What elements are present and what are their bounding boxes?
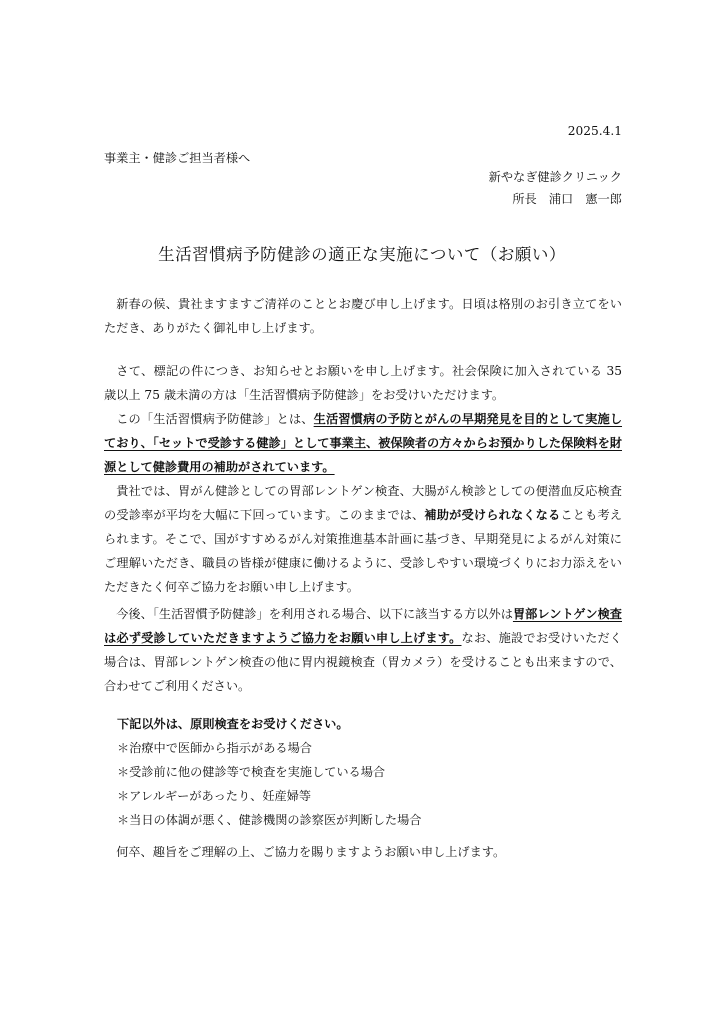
explanation-p2-plain: この「生活習慣病予防健診」とは、 [116, 412, 314, 426]
explanation-p1: さて、標記の件につき、お知らせとお願いを申し上げます。社会保険に加入されている 35 歳以上 75 歳未満の方は「生活習慣病予防健診」をお受けいただけます。 [104, 364, 622, 402]
request-emphasis: 胃部レントゲン検査は必ず受診していただきますようご協力をお願い申し上げます。 [104, 607, 622, 645]
exception-item: ＊治療中で医師から指示がある場合 [117, 741, 312, 755]
closing-line: 何卒、趣旨をご理解の上、ご協力を賜りますようお願い申し上げます。 [116, 845, 506, 859]
exceptions-list [117, 712, 421, 832]
exception-item: ＊アレルギーがあったり、妊産婦等 [117, 789, 312, 803]
sender-clinic: 新やなぎ健診クリニック [488, 170, 622, 184]
request-section [104, 602, 622, 698]
exception-item: ＊当日の体調が悪く、健診機関の診察医が判断した場合 [117, 813, 422, 827]
request-text-b: なお、施設でお受けいただく場合は、胃部レントゲン検査の他に胃内視鏡検査（胃カメラ）を受けることも出来ますので、合わせてご利用ください。 [104, 631, 622, 693]
explanation-p3-emphasis: 補助が受けられなくなる [424, 508, 561, 522]
letter-date: 2025.4.1 [567, 124, 622, 138]
explanation-p3 [104, 479, 622, 599]
addressee: 事業主・健診ご担当者様へ [104, 151, 251, 165]
explanation-section [104, 359, 622, 599]
explanation-p3-a: 貴社では、胃がん健診としての胃部レントゲン検査、大腸がん検診としての便潜血反応検査の受診率が平均を大幅に下回っています。このままでは、 [104, 484, 622, 522]
greeting-paragraph [104, 292, 622, 340]
request-paragraph [104, 602, 622, 698]
exceptions-heading: 下記以外は、原則検査をお受けください。 [117, 717, 349, 731]
explanation-p3-b: ことも考えられます。そこで、国がすすめるがん対策推進基本計画に基づき、早期発見によるがん対策にご理解いただき、職員の皆様が健康に働けるように、受診しやすい環境づくりにお力添えをいただきたく何卒ご協力をお願い申し上げます。 [104, 508, 623, 594]
explanation-p2 [104, 407, 622, 479]
greeting-text: 新春の候、貴社ますますご清祥のこととお慶び申し上げます。日頃は格別のお引き立てをいただき、ありがたく御礼申し上げます。 [104, 297, 622, 335]
explanation-p2-emphasis: 生活習慣病の予防とがんの早期発見を目的として実施しており、「セットで受診する健診」として事業主、被保険者の方々からお預かりした保険料を財源として健診費用の補助がされています。 [104, 412, 623, 474]
exception-item: ＊受診前に他の健診等で検査を実施している場合 [117, 765, 386, 779]
sender-name: 所長 浦口 憲一郎 [512, 192, 622, 206]
letter-title: 生活習慣病予防健診の適正な実施について（お願い） [158, 245, 566, 264]
request-text-a: 今後、「生活習慣予防健診」を利用される場合、以下に該当する方以外は [116, 607, 513, 621]
